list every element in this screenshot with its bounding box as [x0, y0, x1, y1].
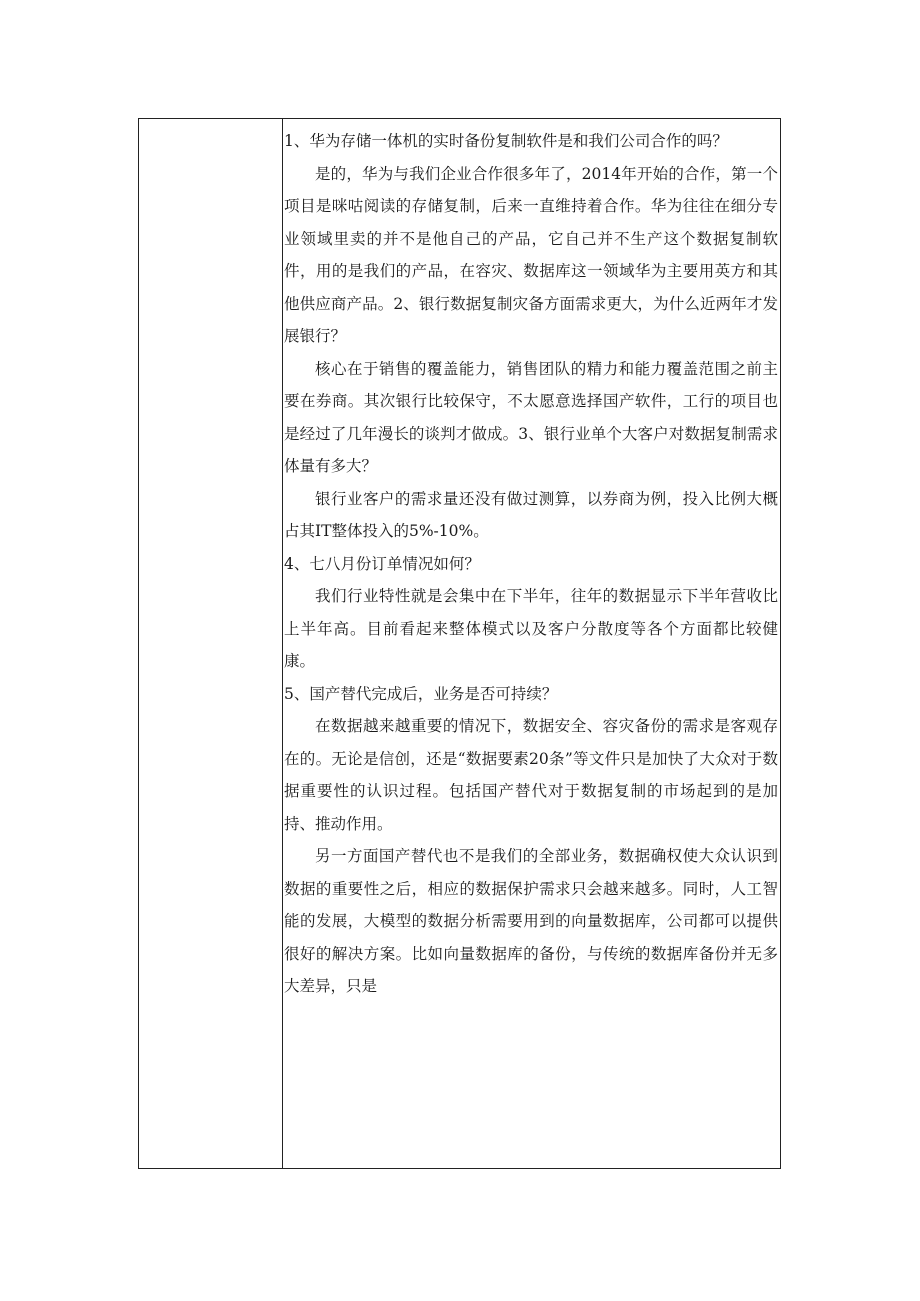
paragraph-a5: 在数据越来越重要的情况下，数据安全、容灾备份的需求是客观存在的。无论是信创，还是“数据要素20条”等文件只是加快了大众对于数据重要性的认识过程。包括国产替代对于数据复制的市场起到的是加持、推动作用。	[284, 717, 778, 833]
paragraph-a5-cont: 另一方面国产替代也不是我们的全部业务，数据确权使大众认识到数据的重要性之后，相应的数据保护需求只会越来越多。同时，人工智能的发展，大模型的数据分析需要用到的向量数据库，公司都可以提供很好的解决方案。比如向量数据库的备份，与传统的数据库备份并无多大差异，只是	[284, 847, 778, 995]
document-table	[138, 118, 781, 1169]
table-content-cell	[284, 125, 778, 1003]
table-label-cell	[139, 119, 283, 1168]
paragraph-a2: 核心在于销售的覆盖能力，销售团队的精力和能力覆盖范围之前主要在券商。其次银行比较保守，不太愿意选择国产软件，工行的项目也是经过了几年漫长的谈判才做成。3、银行业单个大客户对数据复制需求体量有多大？	[284, 359, 778, 475]
paragraph-a3: 银行业客户的需求量还没有做过测算，以券商为例，投入比例大概占其IT整体投入的5%-10%。	[284, 489, 778, 540]
paragraph-a1: 是的，华为与我们企业合作很多年了，2014年开始的合作，第一个项目是咪咕阅读的存储复制，后来一直维持着合作。华为往往在细分专业领域里卖的并不是他自己的产品，它自己并不生产这个数据复制软件，用的是我们的产品，在容灾、数据库这一领域华为主要用英方和其他供应商产品。2、银行数据复制灾备方面需求更大，为什么近两年才发展银行？	[284, 164, 778, 345]
paragraph-q1: 1、华为存储一体机的实时备份复制软件是和我们公司合作的吗？	[284, 132, 728, 150]
paragraph-a4: 我们行业特性就是会集中在下半年，往年的数据显示下半年营收比上半年高。目前看起来整体模式以及客户分散度等各个方面都比较健康。	[284, 587, 778, 670]
paragraph-q5: 5、国产替代完成后，业务是否可持续？	[284, 684, 558, 703]
paragraph-q4: 4、七八月份订单情况如何？	[284, 554, 480, 573]
